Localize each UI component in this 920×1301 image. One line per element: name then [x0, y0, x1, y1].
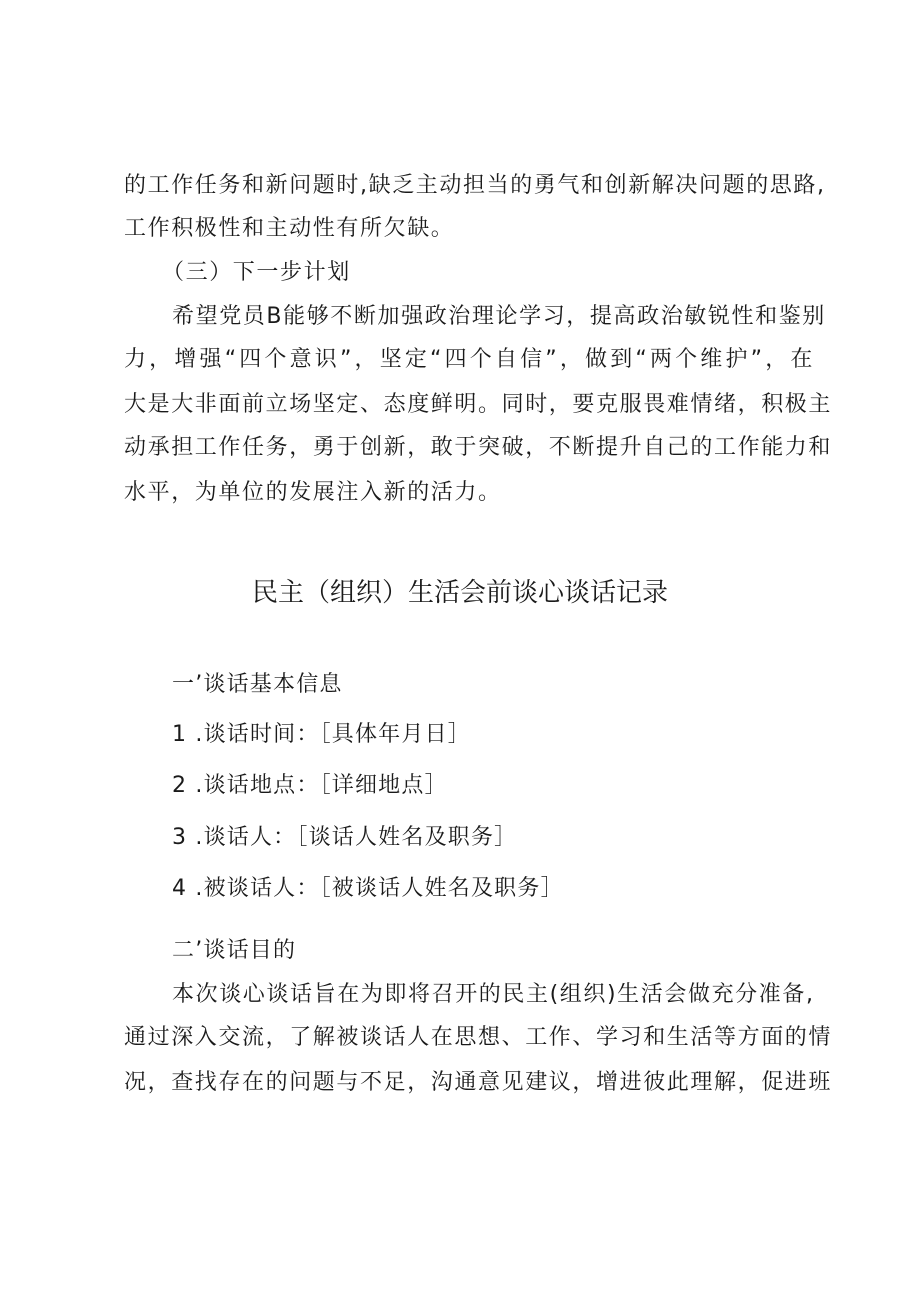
info-item-interviewee: 4 .被谈话人：［被谈话人姓名及职务］: [172, 876, 564, 901]
section-heading-purpose: 二’谈话目的: [172, 938, 297, 963]
document-title: 民主（组织）生活会前谈心谈话记录: [251, 578, 668, 608]
paragraph-line: 通过深入交流，了解被谈话人在思想、工作、学习和生活等方面的情: [124, 1025, 833, 1050]
paragraph-line: 大是大非面前立场坚定、态度鲜明。同时，要克服畏难情绪，积极主: [124, 392, 833, 417]
paragraph-line: 况，查找存在的问题与不足，沟通意见建议，增进彼此理解，促进班: [124, 1070, 833, 1095]
paragraph-line: 力，增强“四个意识”，坚定“四个自信”，做到“两个维护”，在: [124, 347, 814, 372]
subheading-next-steps: （三）下一步计划: [162, 260, 351, 285]
paragraph-line: 动承担工作任务，勇于创新，敢于突破，不断提升自己的工作能力和: [124, 435, 833, 460]
info-item-time: 1 .谈话时间：［具体年月日］: [172, 722, 471, 747]
info-item-location: 2 .谈话地点：［详细地点］: [172, 773, 448, 798]
info-item-interviewer: 3 .谈话人：［谈话人姓名及职务］: [172, 825, 518, 850]
paragraph-line: 工作积极性和主动性有所欠缺。: [124, 216, 455, 241]
paragraph-line: 水平，为单位的发展注入新的活力。: [124, 480, 502, 505]
section-heading-basic-info: 一’谈话基本信息: [172, 672, 343, 697]
paragraph-line: 的工作任务和新问题时,缺乏主动担当的勇气和创新解决问题的思路,: [124, 173, 826, 198]
paragraph-line: 本次谈心谈话旨在为即将召开的民主(组织)生活会做充分准备,: [172, 982, 815, 1007]
paragraph-line: 希望党员B能够不断加强政治理论学习，提高政治敏锐性和鉴别: [172, 304, 826, 329]
